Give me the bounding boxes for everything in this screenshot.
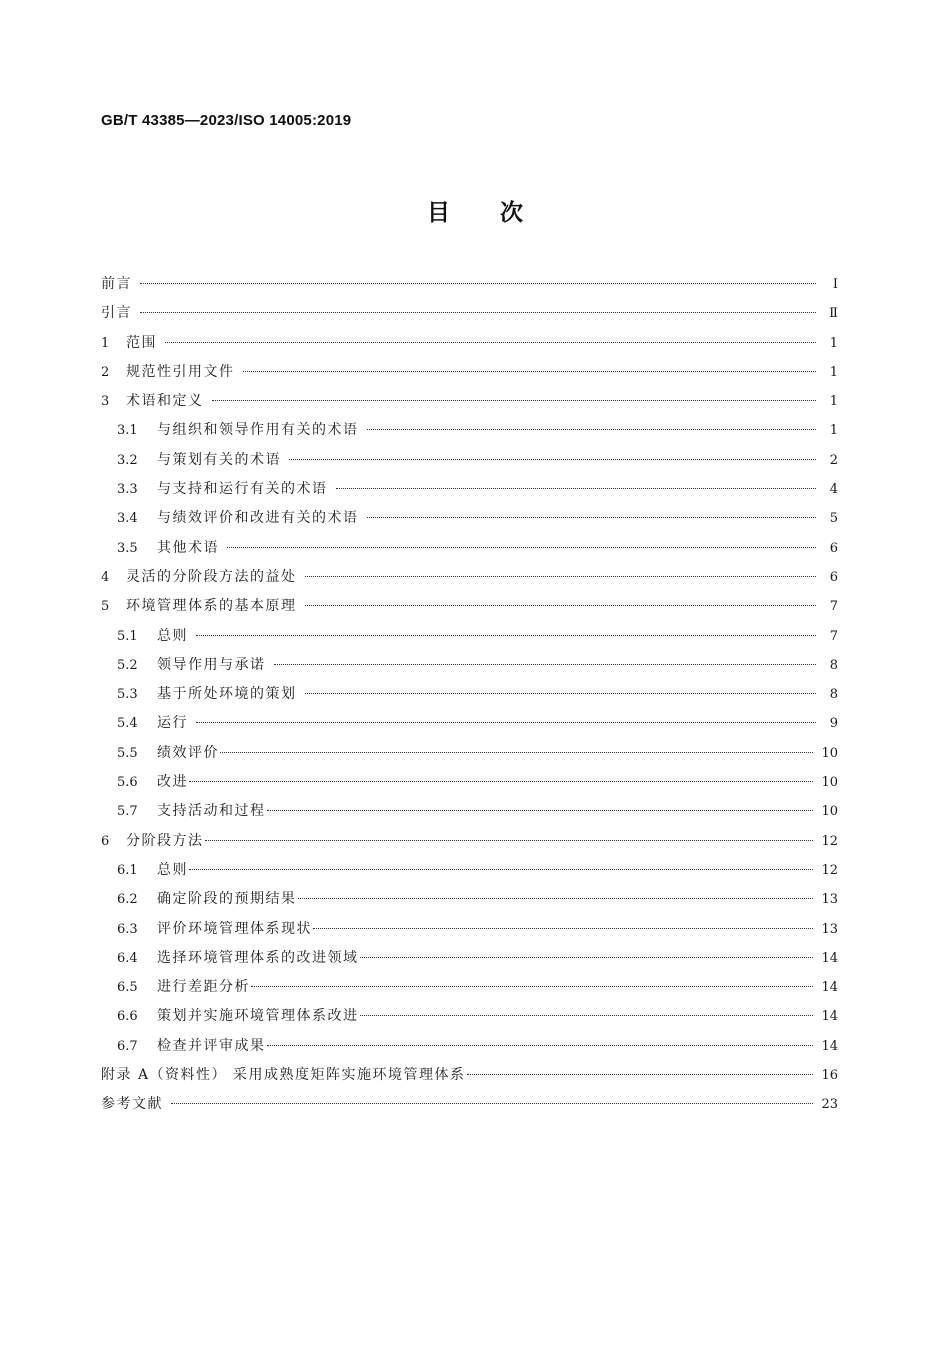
toc-entry-page: 14 (821, 1038, 838, 1054)
toc-entry-number: 3.1 (117, 423, 138, 439)
toc-entry-number: 5.1 (117, 628, 138, 644)
toc-entry-label: 总则 (157, 861, 188, 878)
toc-entry[interactable] (101, 827, 838, 856)
toc-entry-page: 5 (829, 511, 838, 527)
toc-entry-page: 6 (829, 540, 838, 556)
toc-entry[interactable] (101, 446, 838, 475)
dot-leader (251, 986, 813, 987)
dot-leader (243, 371, 817, 372)
toc-entry-page: 8 (829, 687, 838, 703)
toc-entry-label: 其他术语 (157, 539, 219, 556)
toc-entry-page: 14 (821, 950, 838, 966)
toc-entry-label: 运行 (157, 715, 188, 732)
toc-entry-number: 5.6 (117, 775, 138, 791)
dot-leader (360, 1015, 814, 1016)
toc-entry-number: 5.5 (117, 745, 138, 761)
toc-entry[interactable] (101, 358, 838, 387)
toc-entry[interactable] (101, 534, 838, 563)
toc-entry-number: 3.5 (117, 540, 138, 556)
toc-title: 目次 (427, 200, 573, 226)
toc-entry-page: 12 (821, 862, 838, 878)
dot-leader (274, 664, 817, 665)
toc-entry-label: 基于所处环境的策划 (157, 686, 297, 703)
toc-entry[interactable] (101, 885, 838, 914)
toc-entry-page: 4 (829, 482, 838, 498)
toc-entry-page: 6 (829, 569, 838, 585)
toc-entry-label: 绩效评价 (157, 744, 219, 761)
toc-entry-number: 3.4 (117, 511, 138, 527)
toc-entry[interactable] (101, 680, 838, 709)
toc-entry-label: 参考文献 (101, 1096, 163, 1113)
toc-entry-page: 7 (829, 599, 838, 615)
toc-entry-label: 评价环境管理体系现状 (157, 920, 312, 937)
toc-entry-page: 1 (829, 335, 838, 351)
dot-leader (336, 488, 817, 489)
dot-leader (165, 342, 816, 343)
toc-entry-label: 附录 A（资料性） 采用成熟度矩阵实施环境管理体系 (101, 1067, 466, 1084)
toc-entry-page: 13 (821, 892, 838, 908)
toc-entry-number: 5.3 (117, 687, 138, 703)
toc-entry-number: 6.5 (117, 980, 138, 996)
dot-leader (313, 928, 813, 929)
toc-entry[interactable] (101, 1061, 838, 1090)
toc-entry-page: 2 (829, 452, 838, 468)
dot-leader (298, 898, 814, 899)
toc-entry[interactable] (101, 416, 838, 445)
toc-entry-page: 1 (829, 364, 838, 380)
toc-entry-number: 6.3 (117, 921, 138, 937)
toc-entry[interactable] (101, 1032, 838, 1061)
dot-leader (305, 693, 817, 694)
toc-entry[interactable] (101, 797, 838, 826)
toc-entry-label: 环境管理体系的基本原理 (126, 598, 297, 615)
dot-leader (227, 547, 816, 548)
dot-leader (467, 1074, 814, 1075)
dot-leader (212, 400, 817, 401)
toc-entry-page: 9 (829, 716, 838, 732)
toc-entry[interactable] (101, 622, 838, 651)
dot-leader (305, 605, 817, 606)
toc-entry-page: 1 (829, 394, 838, 410)
toc-entry-number: 3.2 (117, 452, 138, 468)
toc-entry[interactable] (101, 973, 838, 1002)
toc-entry-number: 6.2 (117, 892, 138, 908)
toc-entry-number: 1 (101, 335, 110, 351)
toc-entry-label: 规范性引用文件 (126, 363, 235, 380)
toc-entry[interactable] (101, 387, 838, 416)
toc-entry-number: 5 (101, 599, 110, 615)
toc-entry-label: 选择环境管理体系的改进领域 (157, 949, 359, 966)
toc-entry-number: 4 (101, 569, 110, 585)
toc-entry-label: 与组织和领导作用有关的术语 (157, 422, 359, 439)
dot-leader (367, 429, 817, 430)
dot-leader (140, 312, 816, 313)
dot-leader (305, 576, 817, 577)
toc-entry[interactable] (101, 1090, 838, 1119)
toc-entry[interactable] (101, 329, 838, 358)
toc-entry-label: 术语和定义 (126, 393, 204, 410)
toc-entry-number: 3 (101, 394, 110, 410)
toc-entry[interactable] (101, 739, 838, 768)
dot-leader (289, 459, 816, 460)
toc-entry-label: 进行差距分析 (157, 979, 250, 996)
toc-entry-label: 支持活动和过程 (157, 803, 266, 820)
toc-entry-number: 6.1 (117, 862, 138, 878)
toc-entry-number: 5.7 (117, 804, 138, 820)
dot-leader (267, 810, 814, 811)
table-of-contents (101, 270, 838, 1120)
toc-entry-page: 10 (821, 775, 838, 791)
toc-entry[interactable] (101, 856, 838, 885)
toc-entry-number: 5.4 (117, 716, 138, 732)
toc-entry-label: 检查并评审成果 (157, 1037, 266, 1054)
toc-entry[interactable] (101, 563, 838, 592)
toc-entry-page: 14 (821, 1009, 838, 1025)
toc-entry-label: 改进 (157, 774, 188, 791)
dot-leader (205, 840, 814, 841)
toc-entry[interactable] (101, 299, 838, 328)
toc-entry[interactable] (101, 1002, 838, 1031)
dot-leader (367, 517, 817, 518)
toc-entry[interactable] (101, 944, 838, 973)
toc-entry[interactable] (101, 475, 838, 504)
toc-entry-number: 6 (101, 833, 110, 849)
toc-entry-page: Ⅱ (829, 306, 838, 322)
toc-entry-label: 前言 (101, 276, 132, 292)
toc-entry-label: 引言 (101, 305, 132, 322)
dot-leader (267, 1045, 814, 1046)
toc-entry-number: 6.7 (117, 1038, 138, 1054)
toc-entry[interactable] (101, 768, 838, 797)
toc-entry-page: 7 (829, 628, 838, 644)
dot-leader (196, 722, 816, 723)
toc-entry[interactable] (101, 270, 838, 299)
toc-entry-number: 3.3 (117, 482, 138, 498)
toc-entry[interactable] (101, 915, 838, 944)
toc-entry[interactable] (101, 592, 838, 621)
standard-code: GB/T 43385—2023/ISO 14005:2019 (101, 112, 352, 129)
toc-entry-number: 6.6 (117, 1009, 138, 1025)
toc-entry[interactable] (101, 504, 838, 533)
toc-entry[interactable] (101, 651, 838, 680)
toc-entry-page: 10 (821, 804, 838, 820)
toc-entry-label: 确定阶段的预期结果 (157, 891, 297, 908)
toc-entry-label: 分阶段方法 (126, 832, 204, 849)
toc-entry-label: 与支持和运行有关的术语 (157, 481, 328, 498)
dot-leader (189, 781, 813, 782)
toc-entry-page: Ⅰ (832, 277, 838, 292)
toc-entry-label: 策划并实施环境管理体系改进 (157, 1008, 359, 1025)
dot-leader (171, 1103, 813, 1104)
toc-entry[interactable] (101, 709, 838, 738)
toc-entry-label: 与绩效评价和改进有关的术语 (157, 510, 359, 527)
toc-entry-page: 14 (821, 980, 838, 996)
toc-entry-label: 总则 (157, 627, 188, 644)
toc-entry-label: 领导作用与承诺 (157, 656, 266, 673)
toc-entry-number: 6.4 (117, 950, 138, 966)
toc-entry-label: 范围 (126, 334, 157, 351)
dot-leader (189, 869, 813, 870)
toc-entry-page: 16 (821, 1068, 838, 1084)
toc-entry-page: 23 (821, 1097, 838, 1113)
toc-entry-number: 2 (101, 364, 110, 380)
toc-entry-label: 与策划有关的术语 (157, 451, 281, 468)
dot-leader (220, 752, 813, 753)
toc-entry-number: 5.2 (117, 657, 138, 673)
toc-entry-label: 灵活的分阶段方法的益处 (126, 568, 297, 585)
dot-leader (140, 283, 816, 284)
dot-leader (196, 635, 816, 636)
toc-entry-page: 1 (829, 423, 838, 439)
toc-entry-page: 12 (821, 833, 838, 849)
toc-entry-page: 8 (829, 657, 838, 673)
dot-leader (360, 957, 814, 958)
toc-entry-page: 10 (821, 745, 838, 761)
toc-entry-page: 13 (821, 921, 838, 937)
